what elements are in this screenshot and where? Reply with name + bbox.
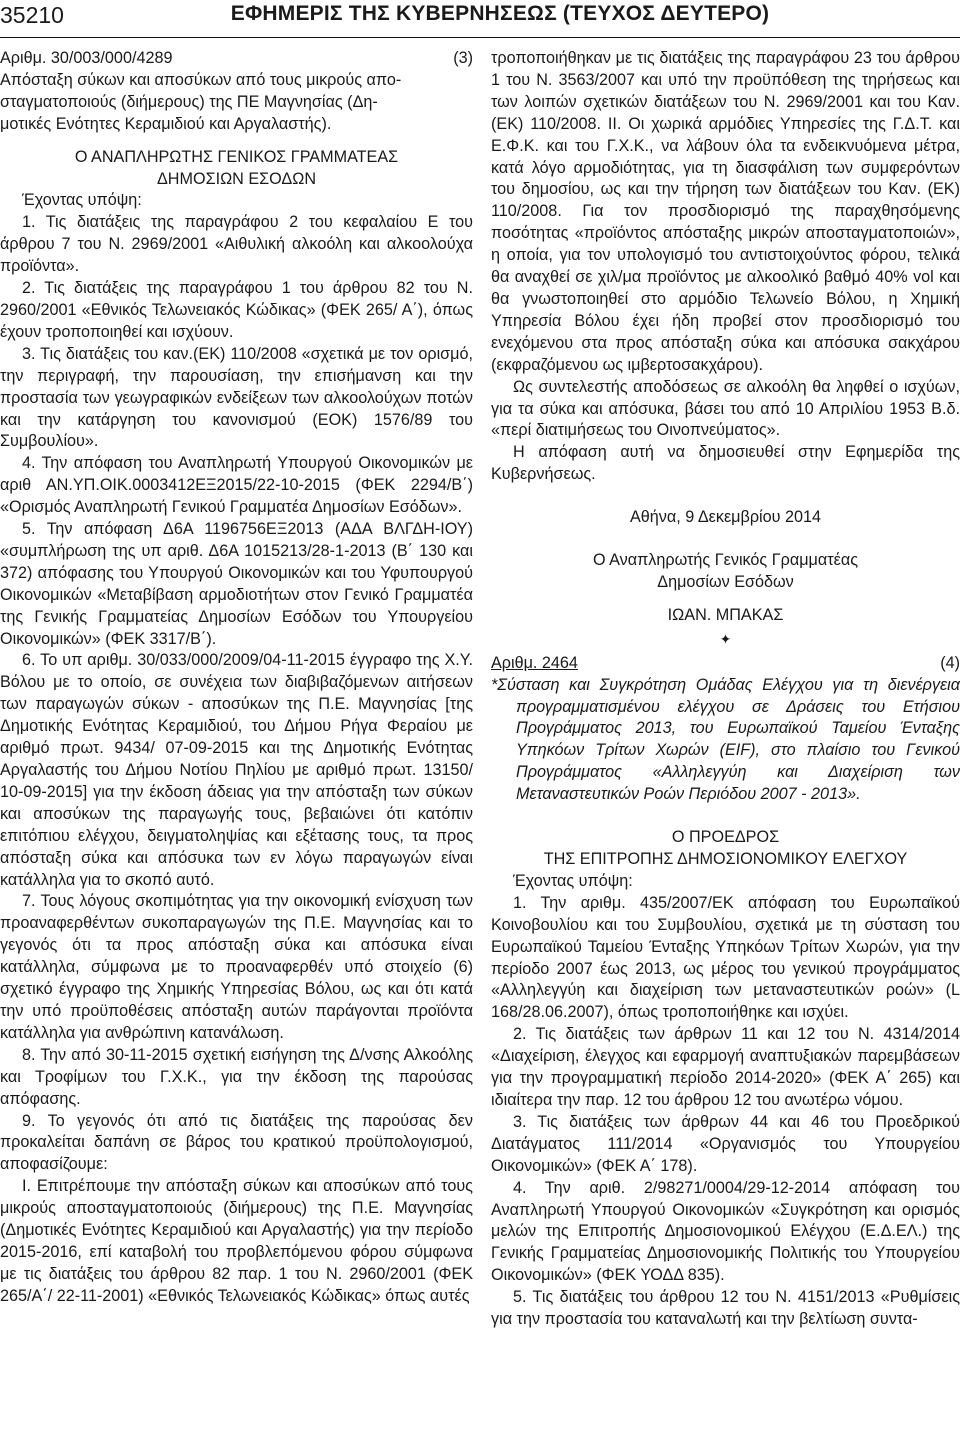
authority-line: ΔΗΜΟΣΙΩΝ ΕΣΟΔΩΝ — [156, 169, 317, 188]
signatory-role — [491, 550, 960, 594]
authority-line: ΤΗΣ ΕΠΙΤΡΟΠΗΣ ΔΗΜΟΣΙΟΝΟΜΙΚΟΥ ΕΛΕΓΧΟΥ — [543, 850, 908, 868]
decision-subject: *Σύσταση και Συγκρότηση Ομάδας Ελέγχου για τη διενέργεια προγραμματισμένου ελέγχου σε Δράσεις του Ετήσιου Προγράμματος 2013, του Ευρωπαϊκού Ταμείου Ένταξης Υπηκόων Τρίτων Χωρών (EIF), στο πλαίσιο του Γενικού Προγράμματος «Αλληλεγγύη και Διαχείριση των Μεταναστευτικών Ροών Περιόδου 2007 - 2013». — [491, 675, 960, 804]
paragraph: 2. Τις διατάξεις της παραγράφου 1 του άρθρου 82 του Ν. 2960/2001 «Εθνικός Τελωνειακός Κώδικας» (ΦΕΚ 265/ Α΄), όπως έχουν τροποποιηθεί και ισχύουν. — [0, 279, 473, 341]
having-regard-heading: Έχοντας υπόψη: — [513, 871, 633, 890]
paragraph: 1. Τις διατάξεις της παραγράφου 2 του κεφαλαίου Ε του άρθρου 7 του Ν. 2969/2001 «Αιθυλική αλκοόλη και αλκοολούχα προϊόντα». — [0, 213, 473, 276]
right-column — [491, 48, 960, 1331]
page-number: 35210 — [0, 2, 64, 28]
paragraph: 5. Την απόφαση Δ6Α 1196756ΕΞ2013 (ΑΔΑ ΒΛΓΔΗ-ΙΟΥ) «συμπλήρωση της υπ αριθ. Δ6Α 1015213/28-1-2013 (Β΄ 130 και 372) απόφασης του Υπουργού Οικονομικών και του Υφυπουργού Οικονομικών «Μεταβίβαση αρμοδιοτήτων στον Γενικό Γραμματέα της Γενικής Γραμματείας Δημοσίων Εσόδων του Υπουργείου Οικονομικών» (ΦΕΚ 3317/Β΄). — [0, 520, 473, 648]
paragraph: 5. Τις διατάξεις του άρθρου 12 του Ν. 4151/2013 «Ρυθμίσεις για την προστασία του καταναλωτή και την βελτίωση συντα- — [491, 1288, 960, 1329]
left-column — [0, 48, 473, 1308]
decision-number: Αριθμ. 2464 — [491, 653, 578, 672]
separator-diamond-icon: ✦ — [719, 630, 732, 647]
paragraph: 4. Την αριθ. 2/98271/0004/29-12-2014 απόφαση του Αναπληρωτή Υπουργού Οικονομικών «Συγκρότηση και ορισμός μελών της Επιτροπής Δημοσιονομικού Ελέγχου (Ε.Δ.ΕΛ.) της Γενικής Γραμματείας Δημοσιονομικής Πολιτικής του Υπουργείου Οικονομικών» (ΦΕΚ ΥΟΔΔ 835). — [491, 1178, 960, 1285]
paragraph: 3. Τις διατάξεις των άρθρων 44 και 46 του Προεδρικού Διατάγματος 111/2014 «Οργανισμός του Υπουργείου Οικονομικών» (ΦΕΚ Α΄ 178). — [491, 1112, 960, 1175]
header-rule — [0, 37, 960, 38]
decision-index: (3) — [453, 49, 473, 67]
decision-title — [0, 70, 473, 136]
paragraph: 2. Τις διατάξεις των άρθρων 11 και 12 του Ν. 4314/2014 «Διαχείριση, έλεγχος και εφαρμογή αναπτυξιακών παρεμβάσεων για την προγραμματική περίοδο 2014-2020» (ΦΕΚ Α΄ 265) και ιδιαίτερα την παρ. 12 του άρθρου 12 του ανωτέρω νόμου. — [491, 1025, 960, 1109]
issuing-authority — [491, 827, 960, 871]
paragraph: 7. Τους λόγους σκοπιμότητας για την οικονομική ενίσχυση των προαναφερθέντων συκοπαραγωγών της Π.Ε. Μαγνησίας και το γεγονός ότι τα προς απόσταξη σύκα και απόσυκα είναι κατάλληλα, σύμφωνα με το προαναφερθέν υπό στοιχείο (6) σχετικό έγγραφο της Χημικής Υπηρεσίας Βόλου, ως και ότι κατά την υπό προϋποθέσεις απόσταξη αυτών παράγονται προϊόντα κατάλληλα για ανθρώπινη κατανάλωση. — [0, 892, 473, 1042]
decision-index: (4) — [940, 653, 960, 672]
paragraph: 9. Το γεγονός ότι από τις διατάξεις της παρούσας δεν προκαλείται δαπάνη σε βάρος του κρατικού προϋπολογισμού, αποφασίζουμε: — [0, 1111, 473, 1174]
page-header — [0, 0, 960, 40]
paragraph: Ως συντελεστής αποδόσεως σε αλκοόλη θα ληφθεί ο ισχύων, για τα σύκα και απόσυκα, βάσει του από 10 Απριλίου 1953 Β.δ. «περί διατιμήσεως του Οινοπνεύματος». — [491, 377, 960, 440]
issuing-authority — [0, 147, 473, 191]
decision-title-line: Απόσταξη σύκων και αποσύκων από τους μικρούς απο- — [0, 70, 402, 89]
signatory-name: ΙΩΑΝ. ΜΠΑΚΑΣ — [667, 605, 784, 624]
place-date: Αθήνα, 9 Δεκεμβρίου 2014 — [629, 508, 821, 527]
signatory-role-line: Δημοσίων Εσόδων — [657, 572, 794, 591]
decision-title-line: μοτικές Ενότητες Κεραμιδιού και Αργαλαστής). — [0, 114, 332, 133]
decision-title-line: σταγματοποιούς (διήμερους) της ΠΕ Μαγνησίας (Δη- — [0, 92, 378, 111]
having-regard-heading: Έχοντας υπόψη: — [22, 191, 142, 210]
signatory-role-line: Ο Αναπληρωτής Γενικός Γραμματέας — [592, 551, 858, 570]
paragraph: Η απόφαση αυτή να δημοσιευθεί στην Εφημερίδα της Κυβερνήσεως. — [491, 443, 960, 484]
paragraph-continuation: τροποποιήθηκαν με τις διατάξεις της παραγράφου 23 του άρθρου 1 του Ν. 3563/2007 και υπό την προϋπόθεση της τηρήσεως και των λοιπών σχετικών διατάξεων του Ν. 2969/2001 και του Καν. (ΕΚ) 110/2008. ΙΙ. Οι χωρικά αρμόδιες Υπηρεσίες της Γ.Δ.Τ. και Ε.Φ.Κ. και του Γ.Χ.Κ., να λάβουν όλα τα ενδεικνυόμενα μέτρα, κατά λόγο αρμοδιότητας, για τη διασφάλιση των συμφερόντων του δημοσίου, ως και την τήρηση των διατάξεων του Καν. (ΕΚ) 110/2008. Για τον προσδιορισμό της παραχθησόμενης ποσότητας «προϊόντος απόσταξης μικρών αποσταγματοποιών», η οποία, για τον υπολογισμό του αντιστοιχούντος φόρου, τελικά θα αναχθεί σε χιλ/μα προϊόντος με αλκοολικό βαθμό 40% vol και θα γνωστοποιηθεί στο αρμόδιο Τελωνείο Βόλου, η Χημική Υπηρεσία Βόλου έχει ήδη προβεί στον προσδιορισμό του ενεχόμενου στα προς απόσταξη σύκα και απόσυκα σακχάρου (εκφραζόμενου ως ιμβερτοσακχάρου). — [491, 49, 960, 374]
paragraph: Ι. Επιτρέπουμε την απόσταξη σύκων και αποσύκων από τους μικρούς αποσταγματοποιούς (διήμερους) της Π.Ε. Μαγνησίας (Δημοτικές Ενότητες Κεραμιδιού και Αργαλαστής) για την περίοδο 2015-2016, επί καταβολή του προβλεπόμενου φόρου σύμφωνα με τις διατάξεις του άρθρου 82 παρ. 1 του Ν. 2960/2001 (ΦΕΚ 265/Α΄/ 22-11-2001) «Εθνικός Τελωνειακός Κώδικας» όπως αυτές — [0, 1177, 473, 1305]
paragraph: 3. Τις διατάξεις του καν.(ΕΚ) 110/2008 «σχετικά με τον ορισμό, την περιγραφή, την παρουσίαση, την επισήμανση και την προστασία των γεωγραφικών ενδείξεων των αλκοολούχων ποτών και την κατάργηση του κανονισμού (ΕΟΚ) 1576/89 του Συμβουλίου». — [0, 344, 473, 451]
paragraph: 6. Το υπ αριθμ. 30/033/000/2009/04-11-2015 έγγραφο της Χ.Υ. Βόλου με το οποίο, σε συνέχεια των διαβιβαζόμενων αιτήσεων των παραγωγών σύκων - αποσύκων της Π.Ε. Μαγνησίας [της Δημοτικής Ενότητας Κεραμιδιού, του Δήμου Ρήγα Φεραίου με αριθμό πρωτ. 9434/ 07-09-2015 και της Δημοτικής Ενότητας Αργαλαστής του Δήμου Νοτίου Πηλίου με αριθμό πρωτ. 13150/ 10-09-2015] για την έκδοση άδειας για την απόσταξη των σύκων και αποσύκων της παραγωγής τους, βεβαιώνει ότι κατόπιν επιτόπιου ελέγχου, δειγματοληψίας και εξέτασης τους, τα προς απόσταξη σύκα και απόσυκα των εν λόγω παραγωγών είναι κατάλληλα για το σκοπό αυτό. — [0, 651, 473, 889]
decision-header — [491, 653, 960, 675]
gazette-title: ΕΦΗΜΕΡΙΣ ΤΗΣ ΚΥΒΕΡΝΗΣΕΩΣ (ΤΕΥΧΟΣ ΔΕΥΤΕΡΟ) — [230, 2, 770, 25]
authority-line: Ο ΑΝΑΠΛΗΡΩΤΗΣ ΓΕΝΙΚΟΣ ΓΡΑΜΜΑΤΕΑΣ — [74, 147, 399, 166]
decision-header — [0, 48, 473, 70]
paragraph: 1. Την αριθμ. 435/2007/ΕΚ απόφαση του Ευρωπαϊκού Κοινοβουλίου και του Συμβουλίου, σχετικά με τη σύσταση του Ευρωπαϊκού Ταμείου Ένταξης Υπηκόων Τρίτων Χωρών, για την περίοδο 2007 έως 2013, ως μέρος του γενικού προγράμματος «Αλληλεγγύη και διαχείριση των μεταναστευτικών ροών» (L 168/28.06.2007), όπως τροποποιήθηκε και ισχύει. — [491, 893, 960, 1022]
paragraph: 8. Την από 30-11-2015 σχετική εισήγηση της Δ/νσης Αλκοόλης και Τροφίμων του Γ.Χ.Κ., για την έκδοση της παρούσας απόφασης. — [0, 1045, 473, 1108]
authority-line: Ο ΠΡΟΕΔΡΟΣ — [671, 828, 780, 847]
decision-number: Αριθμ. 30/003/000/4289 — [0, 49, 173, 67]
paragraph: 4. Την απόφαση του Αναπληρωτή Υπουργού Οικονομικών με αριθ ΑΝ.ΥΠ.ΟΙΚ.0003412ΕΞ2015/22-10-2015 (ΦΕΚ 2294/Β΄) «Ορισμός Αναπληρωτή Γενικού Γραμματέα Δημοσίων Εσόδων». — [0, 454, 473, 517]
